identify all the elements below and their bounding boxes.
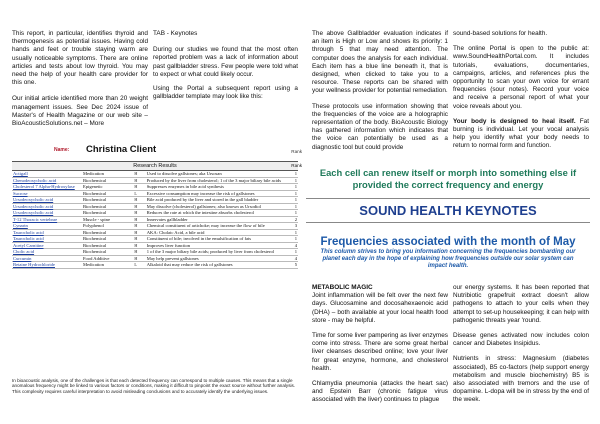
result-description: Innervates gallbladder: [146, 216, 288, 223]
result-type: Biochemical: [82, 242, 133, 249]
result-type: Biochemical: [82, 190, 133, 197]
client-name: Christina Client: [86, 144, 157, 155]
result-flag: H: [133, 255, 145, 262]
results-table: [12, 171, 298, 269]
result-name-link[interactable]: Betaine Hydrochloride: [12, 262, 82, 269]
column-1: [12, 30, 148, 128]
result-flag: H: [133, 203, 145, 210]
result-name-link[interactable]: Acetyl Carnitine: [12, 242, 82, 249]
result-description: Improves liver function: [146, 242, 288, 249]
result-flag: H: [133, 210, 145, 217]
result-name-link[interactable]: Cynarin: [12, 223, 82, 230]
result-rank: 4: [288, 242, 298, 249]
result-flag: H: [133, 223, 145, 230]
frequencies-title: Frequencies associated with the month of May: [320, 236, 576, 248]
paragraph: TAB - Keynotes: [153, 30, 198, 37]
result-rank: 2: [288, 216, 298, 223]
result-type: Biochemical: [82, 197, 133, 204]
divider: [306, 198, 590, 199]
result-description: Chemical constituent of artichoke; may increase the flow of bile: [146, 223, 288, 230]
result-description: May help prevent gallstones: [146, 255, 288, 262]
result-description: Produced by the liver from cholesterol; 1 of the 3 major biliary bile acids: [146, 177, 288, 184]
result-description: Constituent of bile; involved in the emulsification of fats: [146, 236, 288, 243]
frequencies-intro: This column strives to bring you information concerning the frequencies bombarding our planet each day in the hope of explaining how frequencies outside our solar system can impact health.: [320, 249, 576, 270]
result-description: AKA: Cholaic Acid, a bile acid: [146, 229, 288, 236]
paragraph: Nutrients in stress: Magnesium (diabetes associated), B5 co-factors (help support energy metabolism and muscle biochemistry) B5 is also associated with tremors and the use of dopamine. L-dopa will be in stress by the end of the week.: [453, 355, 589, 404]
result-description: Suppresses enzymes in bile acid synthesis: [146, 184, 288, 191]
result-type: Biochemical: [82, 236, 133, 243]
result-description: Reduces the rate at which the intestine absorbs cholesterol: [146, 210, 288, 217]
result-name-link[interactable]: T-12 Thoracic vertebrae: [12, 216, 82, 223]
paragraph: [453, 118, 589, 151]
result-type: Biochemical: [82, 177, 133, 184]
rank-label: Rank: [291, 149, 302, 154]
result-rank: 1: [288, 203, 298, 210]
paragraph: sound-based solutions for health.: [453, 30, 548, 37]
column-6: [453, 284, 589, 405]
name-label: Name:: [54, 147, 70, 153]
column-4: [453, 30, 589, 151]
result-name-link[interactable]: Ursodeoxycholic acid: [12, 203, 82, 210]
result-type: Medication: [82, 262, 133, 269]
result-flag: H: [133, 249, 145, 256]
research-results-header: [12, 161, 302, 171]
result-rank: 1: [288, 197, 298, 204]
result-name-link[interactable]: Cholesterol 7 Alpha-Hydroxylase: [12, 184, 82, 191]
result-description: Alkaloid that may reduce the risk of gallstones: [146, 262, 288, 269]
result-flag: H: [133, 197, 145, 204]
column-5: [312, 284, 448, 405]
divider: [306, 222, 590, 223]
result-name-link[interactable]: Cholic acid: [12, 249, 82, 256]
table-row: [12, 177, 298, 184]
result-rank: 1: [288, 249, 298, 256]
result-description: May dissolve (cholesterol) gallstones; also known as Ursodiol: [146, 203, 288, 210]
result-type: Biochemical: [82, 210, 133, 217]
result-rank: 4: [288, 255, 298, 262]
section-title: Research Results: [133, 163, 177, 169]
paragraph: Chlamydia pneumonia (attacks the heart sac) and Epstein Barr (chronic fatigue virus associated with the liver) continues to plague: [312, 380, 448, 404]
paragraph-rest: Fat burning is individual. Let your vocal analysis help you identify what your body needs to return to normal form and function.: [453, 117, 589, 150]
paragraph: The above Gallbladder evaluation indicates if an item is High or Low and shows its priority: 1 through 5 that may need attention. The computer does the analysis for each individual. Each item has a blue line beneath it, that is designed, when clicked to take you to a resource. These reports can be shared with your wellness provider for potential remediation.: [312, 30, 448, 95]
keynotes-title: SOUND HEALTH KEYNOTES: [359, 203, 537, 218]
result-description: Excessive consumption may increase the risk of gallstones: [146, 190, 288, 197]
result-name-link[interactable]: Taurocholic acid: [12, 229, 82, 236]
column-2: [153, 30, 298, 101]
result-flag: L: [133, 190, 145, 197]
result-rank: 1: [288, 210, 298, 217]
result-type: Food Additive: [82, 255, 133, 262]
result-rank: 1: [288, 236, 298, 243]
result-rank: 1: [288, 184, 298, 191]
result-type: Biochemical: [82, 249, 133, 256]
result-flag: L: [133, 262, 145, 269]
result-name-link[interactable]: Ursodeoxycholic acid: [12, 197, 82, 204]
result-flag: H: [133, 184, 145, 191]
paragraph: Using the Portal a subsequent report using a gallbladder template may look like this:: [153, 85, 298, 101]
result-name-link[interactable]: Ursodeoxycholic acid: [12, 210, 82, 217]
result-rank: 1: [288, 229, 298, 236]
result-type: Medication: [82, 171, 133, 177]
result-type: Polyphenol: [82, 223, 133, 230]
section-heading: METABOLIC MAGIC: [312, 284, 373, 291]
result-name-link[interactable]: Taurocholic acid: [12, 236, 82, 243]
result-name-link[interactable]: Actigall: [12, 171, 82, 177]
paragraph: Our initial article identified more than 20 weight management issues. See Dec 2024 issue of Master's of Health Magazine or our web site – BioAcousticSolutions.net – More: [12, 95, 148, 128]
result-rank: 3: [288, 223, 298, 230]
paragraph: The online Portal is open to the public at: www.SoundHealthPortal.com. It includes tutorials, evaluations, documentaries, campaigns, articles, and references plus the opportunity to scan your own voice for errant frequencies (sour notes). Record your voice and receive a personal report of what your voice reveals about you.: [453, 45, 589, 110]
renewal-banner: Each cell can renew itself or morph into something else if provided the correct frequency and energy: [319, 167, 577, 190]
paragraph: These protocols use information showing that the frequencies of the voice are a holographic representation of the body. BioAcoustic Biology has gathered information which indicates that the voice can potentially be used as a diagnostic tool but could provide: [312, 102, 448, 151]
result-description: Used to dissolve gallstones; aka Ursosan: [146, 171, 288, 177]
rank-label: Rank: [291, 163, 302, 168]
result-type: Muscle - spine: [82, 216, 133, 223]
result-rank: 5: [288, 262, 298, 269]
paragraph: Joint inflammation will be felt over the next few days. Glucosamine and docosahexaenoic acid (DHA) – both available at your local health food store - may be helpful.: [312, 292, 448, 324]
result-name-link[interactable]: Chenodeoxycholic acid: [12, 177, 82, 184]
result-flag: H: [133, 171, 145, 177]
result-name-link[interactable]: Sucrose: [12, 190, 82, 197]
paragraph: During our studies we found that the most often reported problem was a lack of information about past gallbladder stress. Few people were told what to expect or what could likely occur.: [153, 46, 298, 78]
result-name-link[interactable]: Curcumin: [12, 255, 82, 262]
paragraph: Disease genes activated now includes colon cancer and Diabetes Insipidus.: [453, 332, 589, 348]
result-rank: 1: [288, 177, 298, 184]
result-flag: H: [133, 177, 145, 184]
footnote: In bioacoustic analysis, one of the challenges is that each detected frequency can correspond to multiple causes. This means that a single anomalous frequency might be linked to various factors or conditions, making it difficult to pinpoint the exact source without further analysis. This complexity requires careful interpretation to avoid misleading conclusions and to accurately identify the underlying issues.: [12, 378, 296, 394]
result-description: Bile acid produced by the liver and stored in the gall bladder: [146, 197, 288, 204]
paragraph: Time for some liver pampering as liver enzymes come into stress. There are some great herbal liver cleanses described online; love your liver for great enzyme, hormone, and cholesterol health.: [312, 332, 448, 372]
paragraph: our energy systems. It has been reported that Nutribiotic grapefruit extract doesn't allow pathogens to attach to your cells when they attempt to set-up housekeeping; it can help with pathogenic threats year 'round.: [453, 284, 589, 324]
result-flag: H: [133, 242, 145, 249]
result-description: 1 of the 3 major biliary bile acids; produced by liver from cholesterol: [146, 249, 288, 256]
gallbladder-report: [12, 144, 302, 269]
paragraph: This report, in particular, identifies thyroid and thermogenesis as potential issues. Having cold hands and feet or trouble staying warm are usually noticeable symptoms. There are online articles and tests about low thyroid. You may need the help of your health care provider for this one.: [12, 30, 148, 87]
result-flag: H: [133, 216, 145, 223]
result-type: Epigenetic: [82, 184, 133, 191]
result-rank: 1: [288, 190, 298, 197]
column-3: [312, 30, 448, 152]
result-flag: H: [133, 236, 145, 243]
result-type: Biochemical: [82, 229, 133, 236]
result-type: Biochemical: [82, 203, 133, 210]
result-rank: 1: [288, 171, 298, 177]
table-row: [12, 262, 298, 269]
bold-lead: Your body is designed to heal itself.: [453, 117, 576, 125]
client-name-row: [12, 144, 302, 157]
result-flag: H: [133, 229, 145, 236]
